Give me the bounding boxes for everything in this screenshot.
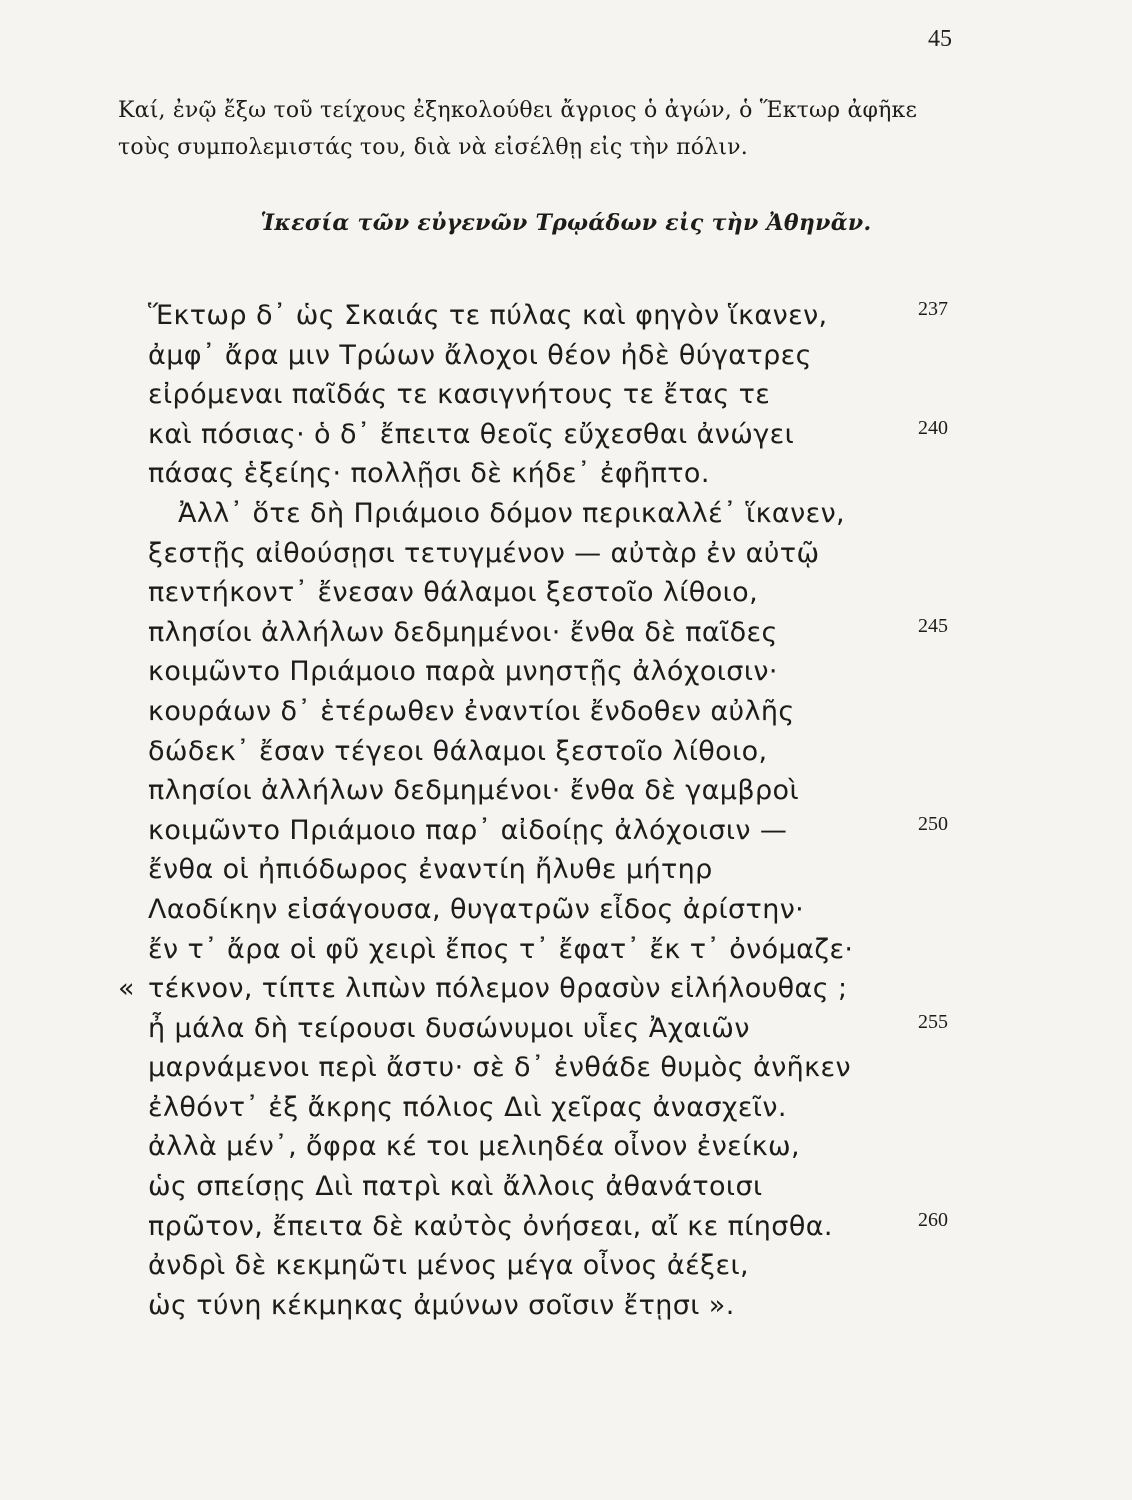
verse-line	[0, 296, 1132, 336]
verse-line	[0, 1286, 1132, 1326]
verse-line	[0, 573, 1132, 613]
verse-text: πεντήκοντ᾽ ἔνεσαν θάλαμοι ξεστοῖο λίθοιο,	[148, 577, 759, 609]
verse-text: ἀμφ᾽ ἄρα μιν Τρώων ἄλοχοι θέον ἠδὲ θύγατρες	[148, 339, 812, 371]
verse-line	[0, 1088, 1132, 1128]
verse-text: Ἀλλ᾽ ὅτε δὴ Πριάμοιο δόμον περικαλλέ᾽ ἵκανεν,	[178, 497, 846, 529]
verse-line	[0, 1048, 1132, 1088]
verse-line	[0, 1009, 1132, 1049]
verse-text: πλησίοι ἀλλήλων δεδμημένοι· ἔνθα δὲ γαμβροὶ	[148, 775, 800, 807]
verse-line	[0, 494, 1132, 534]
verse-line	[0, 1207, 1132, 1247]
verse-line	[0, 534, 1132, 574]
intro-line: τοὺς συμπολεμιστάς του, διὰ νὰ εἰσέλθῃ εἰς τὴν πόλιν.	[118, 135, 748, 160]
line-number: 240	[918, 416, 948, 439]
verse-text: μαρνάμενοι περὶ ἄστυ· σὲ δ᾽ ἐνθάδε θυμὸς ἀνῆκεν	[148, 1052, 851, 1084]
verse-text: ξεστῇς αἰθούσῃσι τετυγμένον — αὐτὰρ ἐν αὐτῷ	[148, 537, 820, 569]
verse-line	[0, 692, 1132, 732]
verse-line	[0, 1127, 1132, 1167]
verse-line	[0, 375, 1132, 415]
verse-line	[0, 1167, 1132, 1207]
verse-text: πλησίοι ἀλλήλων δεδμημένοι· ἔνθα δὲ παῖδες	[148, 616, 778, 648]
verse-line	[0, 850, 1132, 890]
verse-text: καὶ πόσιας· ὁ δ᾽ ἔπειτα θεοῖς εὔχεσθαι ἀνώγει	[148, 418, 795, 450]
line-number: 245	[918, 614, 948, 637]
verse-text: ἔνθα οἱ ἠπιόδωρος ἐναντίη ἤλυθε μήτηρ	[148, 854, 713, 886]
verse-line	[0, 811, 1132, 851]
quotation-mark: «	[118, 973, 135, 1005]
verse-line	[0, 652, 1132, 692]
verse-line	[0, 1246, 1132, 1286]
verse-line	[0, 415, 1132, 455]
verse-text: κοιμῶντο Πριάμοιο παρ᾽ αἰδοίῃς ἀλόχοισιν —	[148, 814, 788, 846]
intro-line: Καί, ἐνῷ ἔξω τοῦ τείχους ἐξηκολούθει ἄγριος ὁ ἀγών, ὁ Ἕκτωρ ἀφῆκε	[118, 98, 918, 123]
verse-text: ἐλθόντ᾽ ἐξ ἄκρης πόλιος Διὶ χεῖρας ἀνασχεῖν.	[148, 1091, 787, 1123]
verse-text: πάσας ἑξείης· πολλῇσι δὲ κήδε᾽ ἐφῆπτο.	[148, 458, 710, 490]
verse-line	[0, 336, 1132, 376]
verse-text: ἀλλὰ μέν᾽, ὄφρα κέ τοι μελιηδέα οἶνον ἐνείκω,	[148, 1131, 801, 1163]
verse-text: κοιμῶντο Πριάμοιο παρὰ μνηστῇς ἀλόχοισιν·	[148, 656, 778, 688]
section-heading: Ἱκεσία τῶν εὐγενῶν Τρῳάδων εἰς τὴν Ἀθηνᾶν.	[260, 210, 872, 236]
verse-text: δώδεκ᾽ ἔσαν τέγεοι θάλαμοι ξεστοῖο λίθοιο,	[148, 735, 768, 767]
verse-text: ἔν τ᾽ ἄρα οἱ φῦ χειρὶ ἔπος τ᾽ ἔφατ᾽ ἔκ τ᾽ ὀνόμαζε·	[148, 933, 854, 965]
line-number: 255	[918, 1010, 948, 1033]
verse-line	[0, 969, 1132, 1009]
line-number: 250	[918, 812, 948, 835]
verse-text: ἦ μάλα δὴ τείρουσι δυσώνυμοι υἷες Ἀχαιῶν	[148, 1012, 750, 1044]
verse-line	[0, 890, 1132, 930]
page-number: 45	[928, 26, 952, 52]
verse-line	[0, 454, 1132, 494]
verse-text: Ἕκτωρ δ᾽ ὡς Σκαιάς τε πύλας καὶ φηγὸν ἵκανεν,	[148, 300, 828, 331]
verse-text: Λαοδίκην εἰσάγουσα, θυγατρῶν εἶδος ἀρίστην·	[148, 893, 805, 925]
verse-line	[0, 732, 1132, 772]
verse-line	[0, 771, 1132, 811]
verse-text: πρῶτον, ἔπειτα δὲ καὐτὸς ὀνήσεαι, αἴ κε πίησθα.	[148, 1210, 833, 1242]
verse-text: εἰρόμεναι παῖδάς τε κασιγνήτους τε ἔτας τε	[148, 379, 771, 411]
line-number: 237	[918, 298, 948, 320]
verse-text: ὡς σπείσῃς Διὶ πατρὶ καὶ ἄλλοις ἀθανάτοισι	[148, 1171, 763, 1203]
poem-verses	[0, 296, 1132, 1325]
verse-text: τέκνον, τίπτε λιπὼν πόλεμον θρασὺν εἰλήλουθας ;	[148, 973, 848, 1005]
intro-paragraph	[118, 92, 968, 166]
verse-text: ἀνδρὶ δὲ κεκμηῶτι μένος μέγα οἶνος ἀέξει,	[148, 1250, 750, 1282]
verse-line	[0, 930, 1132, 970]
verse-text: κουράων δ᾽ ἑτέρωθεν ἐναντίοι ἔνδοθεν αὐλῆς	[148, 695, 795, 727]
verse-line	[0, 613, 1132, 653]
line-number: 260	[918, 1208, 948, 1231]
verse-text: ὡς τύνη κέκμηκας ἀμύνων σοῖσιν ἔτῃσι ».	[148, 1289, 735, 1321]
